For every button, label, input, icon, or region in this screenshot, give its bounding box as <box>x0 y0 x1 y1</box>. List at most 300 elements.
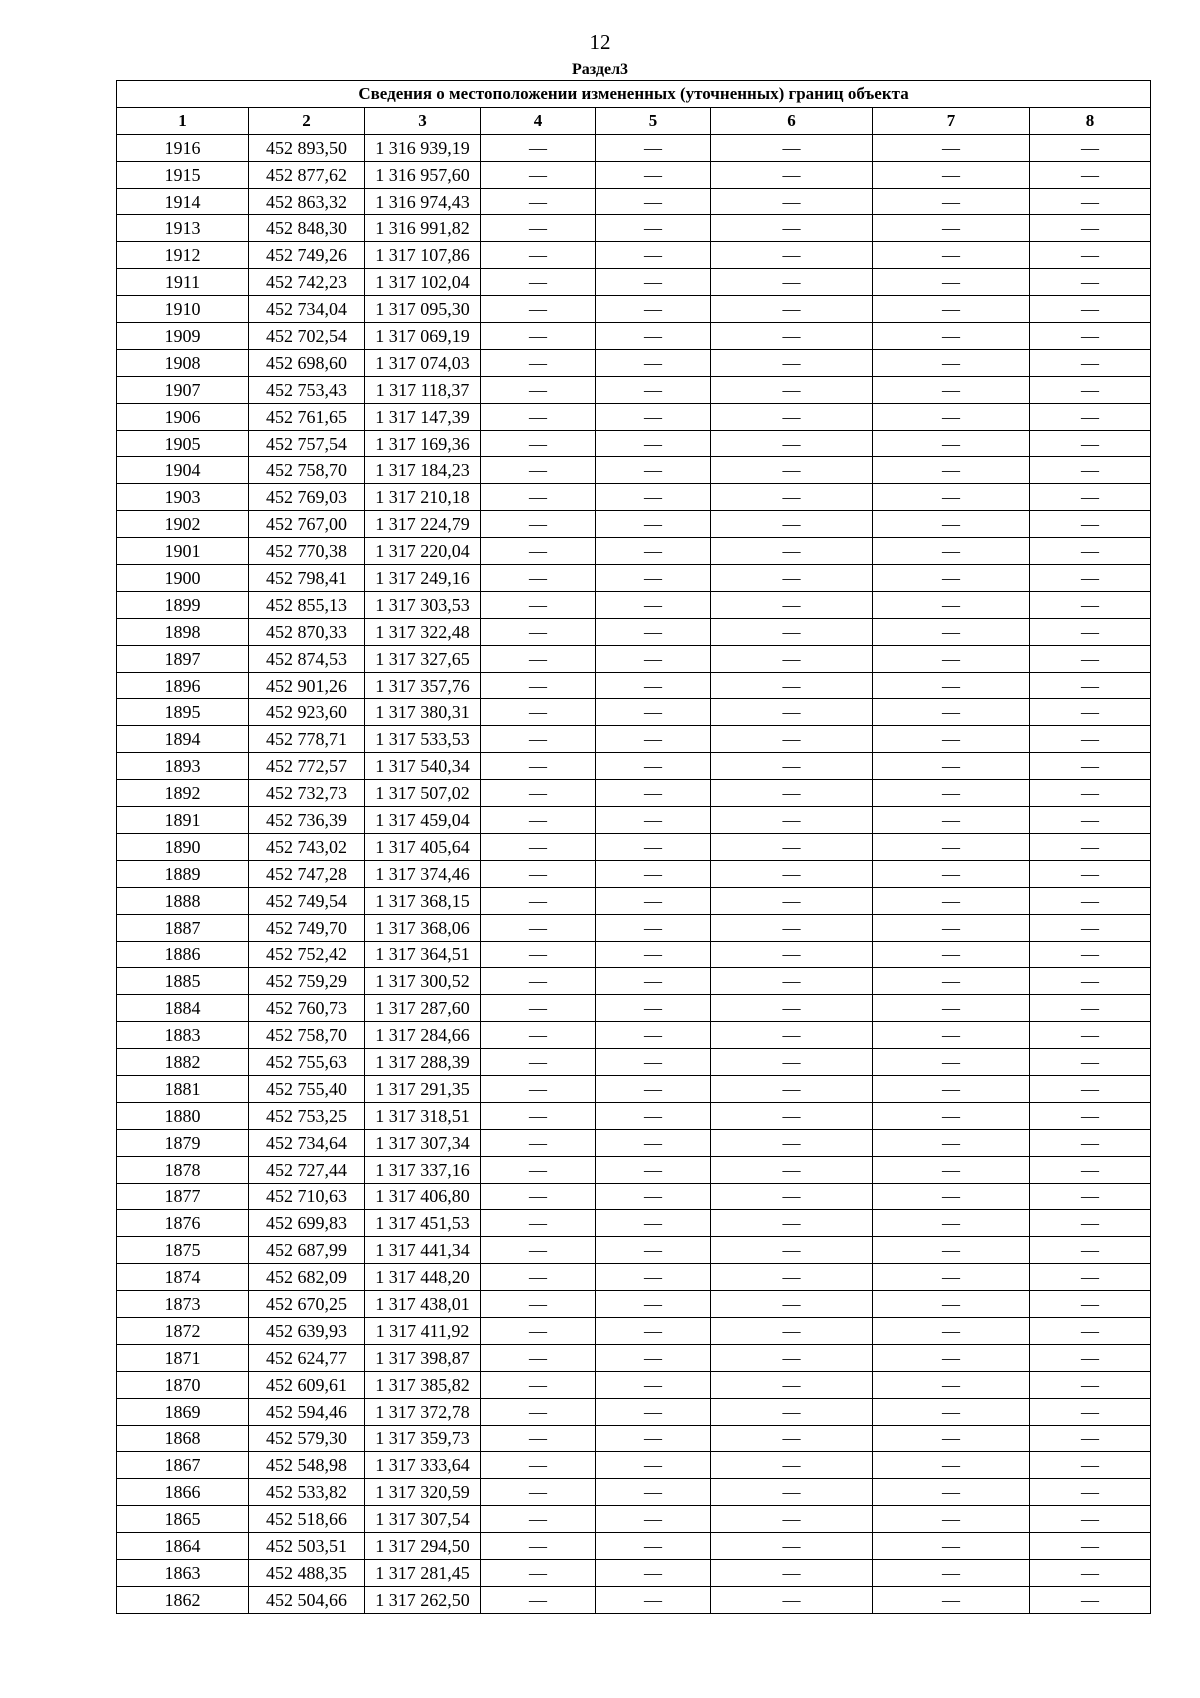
x-coordinate-cell: 452 767,00 <box>249 511 365 538</box>
y-coordinate-cell: 1 317 300,52 <box>365 968 481 995</box>
empty-cell: — <box>1030 1049 1151 1076</box>
empty-cell: — <box>873 296 1030 323</box>
empty-cell: — <box>873 1183 1030 1210</box>
table-row <box>117 807 1151 834</box>
x-coordinate-cell: 452 749,26 <box>249 242 365 269</box>
empty-cell: — <box>481 161 596 188</box>
column-header-2: 2 <box>249 107 365 134</box>
y-coordinate-cell: 1 317 459,04 <box>365 807 481 834</box>
empty-cell: — <box>481 645 596 672</box>
empty-cell: — <box>596 457 711 484</box>
empty-cell: — <box>596 807 711 834</box>
empty-cell: — <box>596 1075 711 1102</box>
empty-cell: — <box>711 833 873 860</box>
x-coordinate-cell: 452 769,03 <box>249 484 365 511</box>
empty-cell: — <box>481 833 596 860</box>
empty-cell: — <box>596 511 711 538</box>
y-coordinate-cell: 1 317 220,04 <box>365 538 481 565</box>
empty-cell: — <box>711 1022 873 1049</box>
x-coordinate-cell: 452 893,50 <box>249 134 365 161</box>
y-coordinate-cell: 1 316 957,60 <box>365 161 481 188</box>
empty-cell: — <box>873 484 1030 511</box>
x-coordinate-cell: 452 749,70 <box>249 914 365 941</box>
empty-cell: — <box>873 753 1030 780</box>
x-coordinate-cell: 452 770,38 <box>249 538 365 565</box>
empty-cell: — <box>711 430 873 457</box>
x-coordinate-cell: 452 798,41 <box>249 565 365 592</box>
empty-cell: — <box>711 618 873 645</box>
x-coordinate-cell: 452 504,66 <box>249 1586 365 1613</box>
empty-cell: — <box>481 349 596 376</box>
empty-cell: — <box>711 1559 873 1586</box>
empty-cell: — <box>1030 645 1151 672</box>
empty-cell: — <box>1030 376 1151 403</box>
empty-cell: — <box>1030 215 1151 242</box>
table-row <box>117 1317 1151 1344</box>
empty-cell: — <box>481 941 596 968</box>
empty-cell: — <box>873 1049 1030 1076</box>
x-coordinate-cell: 452 757,54 <box>249 430 365 457</box>
empty-cell: — <box>481 1102 596 1129</box>
empty-cell: — <box>711 941 873 968</box>
empty-cell: — <box>481 726 596 753</box>
x-coordinate-cell: 452 755,63 <box>249 1049 365 1076</box>
empty-cell: — <box>596 699 711 726</box>
empty-cell: — <box>596 215 711 242</box>
y-coordinate-cell: 1 317 074,03 <box>365 349 481 376</box>
table-row <box>117 941 1151 968</box>
table-row <box>117 1586 1151 1613</box>
empty-cell: — <box>873 1291 1030 1318</box>
x-coordinate-cell: 452 923,60 <box>249 699 365 726</box>
empty-cell: — <box>481 484 596 511</box>
table-row <box>117 269 1151 296</box>
x-coordinate-cell: 452 778,71 <box>249 726 365 753</box>
empty-cell: — <box>481 403 596 430</box>
empty-cell: — <box>711 1371 873 1398</box>
empty-cell: — <box>711 1425 873 1452</box>
empty-cell: — <box>873 618 1030 645</box>
empty-cell: — <box>596 296 711 323</box>
empty-cell: — <box>711 887 873 914</box>
point-number-cell: 1915 <box>117 161 249 188</box>
y-coordinate-cell: 1 317 357,76 <box>365 672 481 699</box>
point-number-cell: 1913 <box>117 215 249 242</box>
empty-cell: — <box>873 1452 1030 1479</box>
x-coordinate-cell: 452 747,28 <box>249 860 365 887</box>
table-row <box>117 1237 1151 1264</box>
empty-cell: — <box>873 672 1030 699</box>
empty-cell: — <box>1030 914 1151 941</box>
empty-cell: — <box>711 1210 873 1237</box>
empty-cell: — <box>596 753 711 780</box>
empty-cell: — <box>481 1317 596 1344</box>
y-coordinate-cell: 1 317 385,82 <box>365 1371 481 1398</box>
table-row <box>117 161 1151 188</box>
empty-cell: — <box>873 1479 1030 1506</box>
empty-cell: — <box>481 269 596 296</box>
point-number-cell: 1867 <box>117 1452 249 1479</box>
empty-cell: — <box>873 968 1030 995</box>
y-coordinate-cell: 1 317 281,45 <box>365 1559 481 1586</box>
empty-cell: — <box>873 1210 1030 1237</box>
empty-cell: — <box>596 242 711 269</box>
point-number-cell: 1906 <box>117 403 249 430</box>
page-number: 12 <box>589 30 611 54</box>
table-row <box>117 1344 1151 1371</box>
empty-cell: — <box>711 1102 873 1129</box>
empty-cell: — <box>481 1183 596 1210</box>
empty-cell: — <box>596 645 711 672</box>
empty-cell: — <box>873 1022 1030 1049</box>
empty-cell: — <box>711 215 873 242</box>
y-coordinate-cell: 1 317 210,18 <box>365 484 481 511</box>
empty-cell: — <box>481 188 596 215</box>
point-number-cell: 1892 <box>117 780 249 807</box>
point-number-cell: 1914 <box>117 188 249 215</box>
empty-cell: — <box>596 161 711 188</box>
table-row <box>117 833 1151 860</box>
empty-cell: — <box>711 1075 873 1102</box>
x-coordinate-cell: 452 670,25 <box>249 1291 365 1318</box>
empty-cell: — <box>596 618 711 645</box>
point-number-cell: 1882 <box>117 1049 249 1076</box>
empty-cell: — <box>596 726 711 753</box>
empty-cell: — <box>1030 1210 1151 1237</box>
empty-cell: — <box>596 1371 711 1398</box>
empty-cell: — <box>596 780 711 807</box>
point-number-cell: 1873 <box>117 1291 249 1318</box>
empty-cell: — <box>711 995 873 1022</box>
empty-cell: — <box>711 188 873 215</box>
y-coordinate-cell: 1 317 380,31 <box>365 699 481 726</box>
empty-cell: — <box>596 1559 711 1586</box>
empty-cell: — <box>481 538 596 565</box>
empty-cell: — <box>1030 887 1151 914</box>
empty-cell: — <box>596 1291 711 1318</box>
table-body <box>117 134 1151 1613</box>
point-number-cell: 1897 <box>117 645 249 672</box>
x-coordinate-cell: 452 698,60 <box>249 349 365 376</box>
empty-cell: — <box>873 349 1030 376</box>
empty-cell: — <box>596 1156 711 1183</box>
table-row <box>117 699 1151 726</box>
y-coordinate-cell: 1 317 095,30 <box>365 296 481 323</box>
x-coordinate-cell: 452 870,33 <box>249 618 365 645</box>
x-coordinate-cell: 452 753,43 <box>249 376 365 403</box>
empty-cell: — <box>481 1533 596 1560</box>
empty-cell: — <box>596 591 711 618</box>
y-coordinate-cell: 1 317 069,19 <box>365 323 481 350</box>
point-number-cell: 1885 <box>117 968 249 995</box>
x-coordinate-cell: 452 772,57 <box>249 753 365 780</box>
empty-cell: — <box>873 1344 1030 1371</box>
empty-cell: — <box>1030 699 1151 726</box>
empty-cell: — <box>596 941 711 968</box>
point-number-cell: 1889 <box>117 860 249 887</box>
table-row <box>117 591 1151 618</box>
table-row <box>117 188 1151 215</box>
empty-cell: — <box>873 134 1030 161</box>
point-number-cell: 1862 <box>117 1586 249 1613</box>
y-coordinate-cell: 1 317 405,64 <box>365 833 481 860</box>
empty-cell: — <box>481 457 596 484</box>
x-coordinate-cell: 452 699,83 <box>249 1210 365 1237</box>
y-coordinate-cell: 1 317 372,78 <box>365 1398 481 1425</box>
empty-cell: — <box>873 914 1030 941</box>
y-coordinate-cell: 1 317 507,02 <box>365 780 481 807</box>
table-row <box>117 1371 1151 1398</box>
point-number-cell: 1904 <box>117 457 249 484</box>
table-caption: Сведения о местоположении измененных (уточненных) границ объекта <box>117 81 1151 108</box>
empty-cell: — <box>711 591 873 618</box>
x-coordinate-cell: 452 736,39 <box>249 807 365 834</box>
y-coordinate-cell: 1 317 327,65 <box>365 645 481 672</box>
x-coordinate-cell: 452 639,93 <box>249 1317 365 1344</box>
empty-cell: — <box>873 1264 1030 1291</box>
point-number-cell: 1875 <box>117 1237 249 1264</box>
x-coordinate-cell: 452 727,44 <box>249 1156 365 1183</box>
empty-cell: — <box>596 376 711 403</box>
point-number-cell: 1898 <box>117 618 249 645</box>
table-row <box>117 215 1151 242</box>
x-coordinate-cell: 452 760,73 <box>249 995 365 1022</box>
empty-cell: — <box>711 753 873 780</box>
table-row <box>117 914 1151 941</box>
empty-cell: — <box>711 1586 873 1613</box>
table-row <box>117 726 1151 753</box>
table-row <box>117 511 1151 538</box>
empty-cell: — <box>596 1210 711 1237</box>
table-row <box>117 1559 1151 1586</box>
column-header-4: 4 <box>481 107 596 134</box>
empty-cell: — <box>1030 1506 1151 1533</box>
x-coordinate-cell: 452 533,82 <box>249 1479 365 1506</box>
empty-cell: — <box>1030 1102 1151 1129</box>
empty-cell: — <box>1030 1452 1151 1479</box>
empty-cell: — <box>596 1129 711 1156</box>
x-coordinate-cell: 452 518,66 <box>249 1506 365 1533</box>
point-number-cell: 1895 <box>117 699 249 726</box>
x-coordinate-cell: 452 874,53 <box>249 645 365 672</box>
empty-cell: — <box>596 833 711 860</box>
point-number-cell: 1891 <box>117 807 249 834</box>
empty-cell: — <box>873 699 1030 726</box>
empty-cell: — <box>873 1156 1030 1183</box>
empty-cell: — <box>711 376 873 403</box>
empty-cell: — <box>481 376 596 403</box>
x-coordinate-cell: 452 901,26 <box>249 672 365 699</box>
empty-cell: — <box>873 941 1030 968</box>
table-row <box>117 1291 1151 1318</box>
empty-cell: — <box>873 887 1030 914</box>
point-number-cell: 1871 <box>117 1344 249 1371</box>
x-coordinate-cell: 452 594,46 <box>249 1398 365 1425</box>
point-number-cell: 1878 <box>117 1156 249 1183</box>
empty-cell: — <box>481 860 596 887</box>
column-header-8: 8 <box>1030 107 1151 134</box>
point-number-cell: 1899 <box>117 591 249 618</box>
empty-cell: — <box>1030 134 1151 161</box>
empty-cell: — <box>873 995 1030 1022</box>
empty-cell: — <box>596 430 711 457</box>
empty-cell: — <box>873 457 1030 484</box>
empty-cell: — <box>596 968 711 995</box>
table-row <box>117 1264 1151 1291</box>
empty-cell: — <box>711 349 873 376</box>
x-coordinate-cell: 452 848,30 <box>249 215 365 242</box>
empty-cell: — <box>873 323 1030 350</box>
x-coordinate-cell: 452 863,32 <box>249 188 365 215</box>
empty-cell: — <box>873 1506 1030 1533</box>
y-coordinate-cell: 1 317 184,23 <box>365 457 481 484</box>
table-row <box>117 887 1151 914</box>
point-number-cell: 1888 <box>117 887 249 914</box>
point-number-cell: 1916 <box>117 134 249 161</box>
table-row <box>117 1183 1151 1210</box>
empty-cell: — <box>711 1533 873 1560</box>
point-number-cell: 1887 <box>117 914 249 941</box>
empty-cell: — <box>873 538 1030 565</box>
empty-cell: — <box>596 349 711 376</box>
y-coordinate-cell: 1 317 368,06 <box>365 914 481 941</box>
empty-cell: — <box>481 780 596 807</box>
x-coordinate-cell: 452 742,23 <box>249 269 365 296</box>
empty-cell: — <box>711 269 873 296</box>
empty-cell: — <box>1030 1129 1151 1156</box>
empty-cell: — <box>481 1371 596 1398</box>
y-coordinate-cell: 1 317 294,50 <box>365 1533 481 1560</box>
column-header-5: 5 <box>596 107 711 134</box>
y-coordinate-cell: 1 317 307,34 <box>365 1129 481 1156</box>
y-coordinate-cell: 1 317 249,16 <box>365 565 481 592</box>
table-row <box>117 1156 1151 1183</box>
point-number-cell: 1903 <box>117 484 249 511</box>
empty-cell: — <box>711 323 873 350</box>
empty-cell: — <box>873 1102 1030 1129</box>
column-header-6: 6 <box>711 107 873 134</box>
point-number-cell: 1900 <box>117 565 249 592</box>
empty-cell: — <box>873 807 1030 834</box>
empty-cell: — <box>596 565 711 592</box>
empty-cell: — <box>481 807 596 834</box>
empty-cell: — <box>1030 430 1151 457</box>
point-number-cell: 1869 <box>117 1398 249 1425</box>
empty-cell: — <box>481 1291 596 1318</box>
column-header-3: 3 <box>365 107 481 134</box>
empty-cell: — <box>481 968 596 995</box>
x-coordinate-cell: 452 753,25 <box>249 1102 365 1129</box>
x-coordinate-cell: 452 609,61 <box>249 1371 365 1398</box>
point-number-cell: 1908 <box>117 349 249 376</box>
empty-cell: — <box>596 134 711 161</box>
point-number-cell: 1894 <box>117 726 249 753</box>
empty-cell: — <box>873 1075 1030 1102</box>
y-coordinate-cell: 1 316 939,19 <box>365 134 481 161</box>
empty-cell: — <box>481 1586 596 1613</box>
empty-cell: — <box>1030 995 1151 1022</box>
empty-cell: — <box>711 1129 873 1156</box>
empty-cell: — <box>1030 1183 1151 1210</box>
point-number-cell: 1910 <box>117 296 249 323</box>
table-row <box>117 780 1151 807</box>
empty-cell: — <box>596 1586 711 1613</box>
x-coordinate-cell: 452 758,70 <box>249 457 365 484</box>
empty-cell: — <box>711 538 873 565</box>
empty-cell: — <box>481 1398 596 1425</box>
point-number-cell: 1907 <box>117 376 249 403</box>
table-row <box>117 1425 1151 1452</box>
empty-cell: — <box>596 1344 711 1371</box>
y-coordinate-cell: 1 317 364,51 <box>365 941 481 968</box>
x-coordinate-cell: 452 734,64 <box>249 1129 365 1156</box>
y-coordinate-cell: 1 317 448,20 <box>365 1264 481 1291</box>
empty-cell: — <box>481 1344 596 1371</box>
x-coordinate-cell: 452 702,54 <box>249 323 365 350</box>
y-coordinate-cell: 1 317 307,54 <box>365 1506 481 1533</box>
x-coordinate-cell: 452 752,42 <box>249 941 365 968</box>
table-row <box>117 1506 1151 1533</box>
empty-cell: — <box>596 1533 711 1560</box>
y-coordinate-cell: 1 316 991,82 <box>365 215 481 242</box>
empty-cell: — <box>596 1102 711 1129</box>
x-coordinate-cell: 452 743,02 <box>249 833 365 860</box>
table-row <box>117 565 1151 592</box>
empty-cell: — <box>873 1129 1030 1156</box>
empty-cell: — <box>711 1183 873 1210</box>
empty-cell: — <box>481 699 596 726</box>
empty-cell: — <box>481 511 596 538</box>
empty-cell: — <box>1030 1586 1151 1613</box>
empty-cell: — <box>711 1344 873 1371</box>
table-row <box>117 1210 1151 1237</box>
y-coordinate-cell: 1 317 318,51 <box>365 1102 481 1129</box>
x-coordinate-cell: 452 759,29 <box>249 968 365 995</box>
section-title: Раздел3 <box>571 61 629 78</box>
table-row <box>117 134 1151 161</box>
x-coordinate-cell: 452 579,30 <box>249 1425 365 1452</box>
x-coordinate-cell: 452 761,65 <box>249 403 365 430</box>
empty-cell: — <box>481 914 596 941</box>
empty-cell: — <box>481 1237 596 1264</box>
empty-cell: — <box>481 753 596 780</box>
empty-cell: — <box>873 1398 1030 1425</box>
point-number-cell: 1911 <box>117 269 249 296</box>
column-header-1: 1 <box>117 107 249 134</box>
y-coordinate-cell: 1 317 533,53 <box>365 726 481 753</box>
table-row <box>117 1049 1151 1076</box>
empty-cell: — <box>481 618 596 645</box>
empty-cell: — <box>481 1075 596 1102</box>
empty-cell: — <box>1030 591 1151 618</box>
point-number-cell: 1872 <box>117 1317 249 1344</box>
empty-cell: — <box>1030 860 1151 887</box>
empty-cell: — <box>1030 1425 1151 1452</box>
empty-cell: — <box>1030 1317 1151 1344</box>
y-coordinate-cell: 1 317 287,60 <box>365 995 481 1022</box>
empty-cell: — <box>1030 484 1151 511</box>
empty-cell: — <box>873 591 1030 618</box>
point-number-cell: 1890 <box>117 833 249 860</box>
coordinates-table <box>116 80 1151 1614</box>
table-row <box>117 968 1151 995</box>
y-coordinate-cell: 1 317 359,73 <box>365 1425 481 1452</box>
empty-cell: — <box>1030 1264 1151 1291</box>
empty-cell: — <box>1030 242 1151 269</box>
x-coordinate-cell: 452 687,99 <box>249 1237 365 1264</box>
empty-cell: — <box>711 565 873 592</box>
empty-cell: — <box>481 134 596 161</box>
